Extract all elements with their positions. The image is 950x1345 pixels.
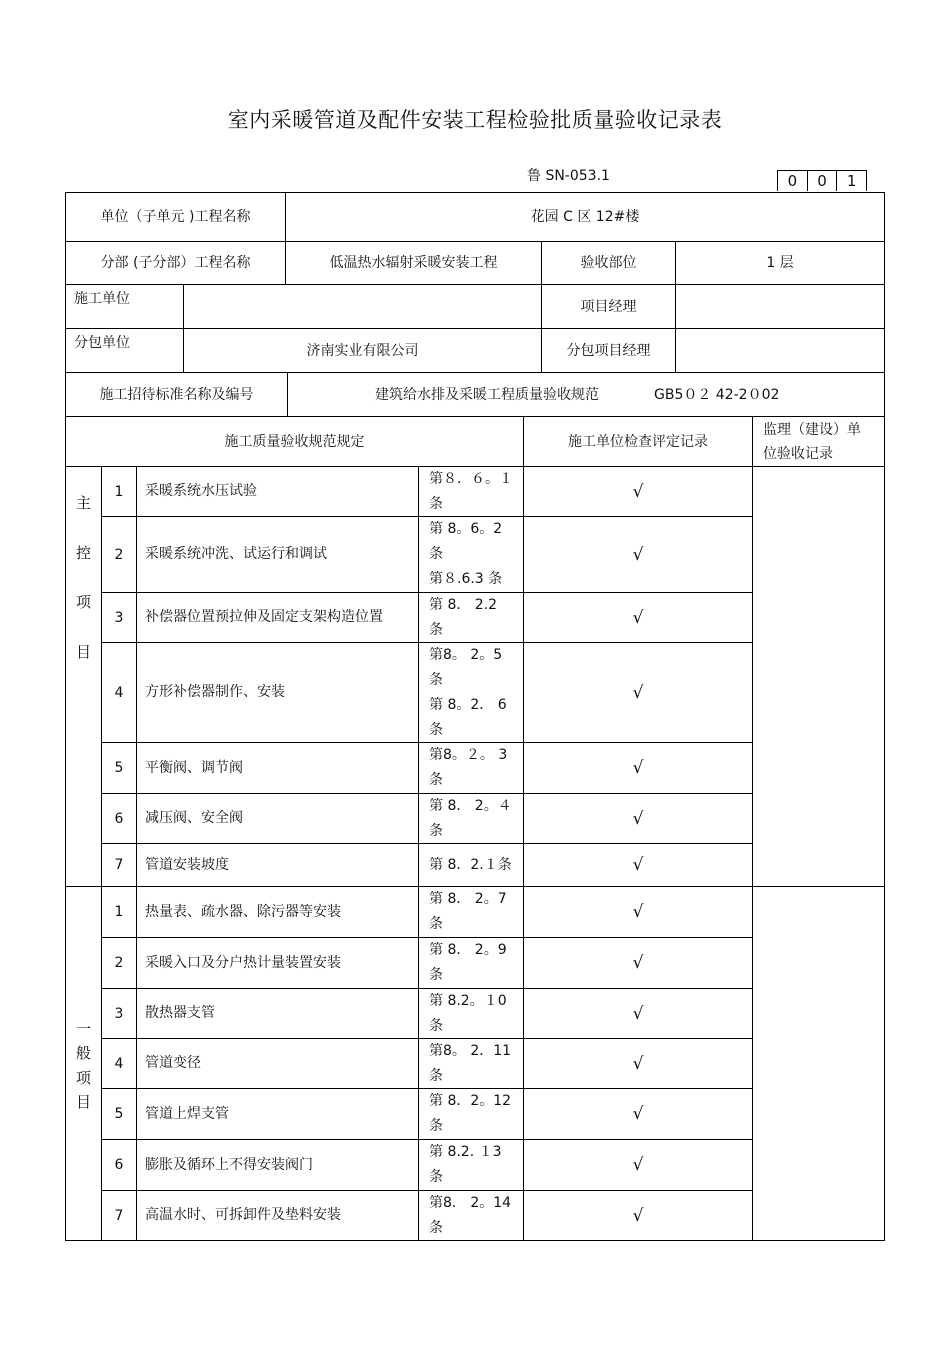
form-title: 室内采暖管道及配件安装工程检验批质量验收记录表 [227,108,723,132]
main-item-row-number: 3 [114,609,124,626]
general-item-row-result: √ [632,1003,644,1024]
general-items-label [66,1018,101,1112]
general-item-row-clause: 第8． 2。14条 [429,1194,512,1236]
general-item-row-item: 膨胀及循环上不得安装阀门 [145,1156,313,1173]
label-char: 般 [75,1044,91,1063]
project-manager-label: 项目经理 [580,298,637,315]
general-item-row-result: √ [632,1155,644,1175]
general-item-row-number: 2 [114,955,124,971]
general-item-row-number: 7 [114,1207,124,1224]
general-item-row-clause: 第 8.2. １3条 [429,1144,502,1185]
sub-project-manager-label: 分包项目经理 [566,342,651,359]
contractor-value [184,285,541,328]
main-item-row-result: √ [632,682,644,703]
main-item-row-item: 采暖系统水压试验 [145,483,257,499]
label-char: 目 [75,1092,91,1111]
general-item-row-result: √ [632,1053,644,1074]
column-supervision: 监理（建设）单位验收记录 [763,421,861,462]
general-item-row-clause: 第 8． 2。7条 [429,891,507,932]
main-item-row-item: 方形补偿器制作、安装 [145,684,285,700]
main-item-row-item: 补偿器位置预拉伸及固定支架构造位置 [145,609,383,625]
label-char: 一 [75,1020,91,1038]
subcontractor-value: 济南实业有限公司 [306,342,419,359]
general-item-row-item: 散热器支管 [145,1005,215,1021]
general-item-row-number: 6 [114,1157,124,1173]
serial-digit: 1 [836,171,866,191]
column-spec: 施工质量验收规范规定 [224,433,365,450]
general-item-row-item: 高温水时、可拆卸件及垫料安装 [145,1207,341,1223]
main-item-row-item: 管道安装坡度 [145,856,229,873]
main-item-row-clause: 第 8． 2.2 条 [429,596,498,638]
label-char: 控 [75,543,91,562]
main-item-row-number: 7 [114,857,124,873]
general-item-row-clause: 第 8．2。12条 [429,1093,512,1134]
general-item-row-item: 管道上焊支管 [145,1105,229,1122]
main-item-row-result: √ [632,481,644,502]
main-item-row-number: 2 [114,546,124,563]
subdivision-label: 分部 (子分部）工程名称 [100,255,251,271]
general-item-row-clause: 第 8． 2。9条 [429,942,507,983]
main-item-row-result: √ [632,758,644,778]
main-item-row-result: √ [632,855,644,875]
general-item-row-item: 热量表、疏水器、除污器等安装 [145,903,341,920]
general-item-row-number: 4 [114,1055,124,1072]
main-item-row-item: 减压阀、安全阀 [145,810,243,826]
serial-digit: 0 [807,171,837,191]
form-code: 鲁 SN-053.1 [527,168,610,184]
general-item-row-result: √ [632,953,644,973]
main-item-row-clause: 第8。 2。5条 第 8。2． 6条 [429,646,507,738]
main-item-row-number: 5 [114,760,124,776]
general-item-row-item: 采暖入口及分户热计量装置安装 [145,954,341,971]
standard-label: 施工招待标准名称及编号 [99,386,254,403]
main-item-row-clause: 第 8． 2。４条 [429,797,512,839]
main-item-row-clause: 第 8。6。2条 第８.6.3 条 [429,521,503,587]
general-item-row-result: √ [632,902,644,922]
serial-digit: 0 [787,172,798,190]
standard-code: GB5０２ 42-2０02 [654,386,780,403]
standard-name: 建筑给水排及采暖工程质量验收规范 [375,386,599,403]
label-char: 项 [75,1068,91,1087]
standard-value [288,373,884,416]
main-item-row-item: 平衡阀、调节阀 [145,759,243,776]
general-item-row-result: √ [632,1104,644,1124]
main-item-row-clause: 第8。２。 3条 [429,747,508,788]
general-item-row-result: √ [632,1205,644,1226]
general-item-row-number: 1 [114,904,124,920]
main-item-row-clause: 第８．６。１条 [429,470,513,512]
column-check: 施工单位检查评定记录 [568,433,708,450]
main-item-row-result: √ [632,808,644,829]
general-item-row-number: 5 [114,1106,124,1122]
main-item-row-number: 6 [114,810,124,827]
general-item-row-clause: 第 8.2。１0条 [429,992,507,1034]
label-char: 项 [75,593,91,612]
acceptance-part-label: 验收部位 [580,255,637,271]
project-manager-value [676,285,884,328]
label-char: 主 [75,494,91,512]
label-char: 目 [75,642,91,661]
general-item-row-clause: 第8。 2．11条 [429,1042,512,1084]
project-name-value: 花园 C 区 12#楼 [530,209,640,225]
main-item-row-result: √ [632,544,644,565]
main-items-label [66,492,101,662]
subdivision-value: 低温热水辐射采暖安装工程 [329,255,498,271]
sub-project-manager-value [676,329,884,372]
main-item-row-result: √ [632,607,644,628]
main-item-row-item: 采暖系统冲洗、试运行和调试 [145,546,327,562]
contractor-label: 施工单位 [74,291,130,307]
main-item-row-clause: 第 8．2.１条 [429,856,512,873]
general-item-row-number: 3 [114,1005,124,1022]
main-item-row-number: 1 [114,483,124,500]
subcontractor-label: 分包单位 [74,335,130,351]
acceptance-part-value: 1 层 [766,255,794,271]
project-name-label: 单位（子单元 )工程名称 [100,209,251,225]
general-item-row-item: 管道变径 [145,1055,201,1071]
main-item-row-number: 4 [114,684,124,701]
